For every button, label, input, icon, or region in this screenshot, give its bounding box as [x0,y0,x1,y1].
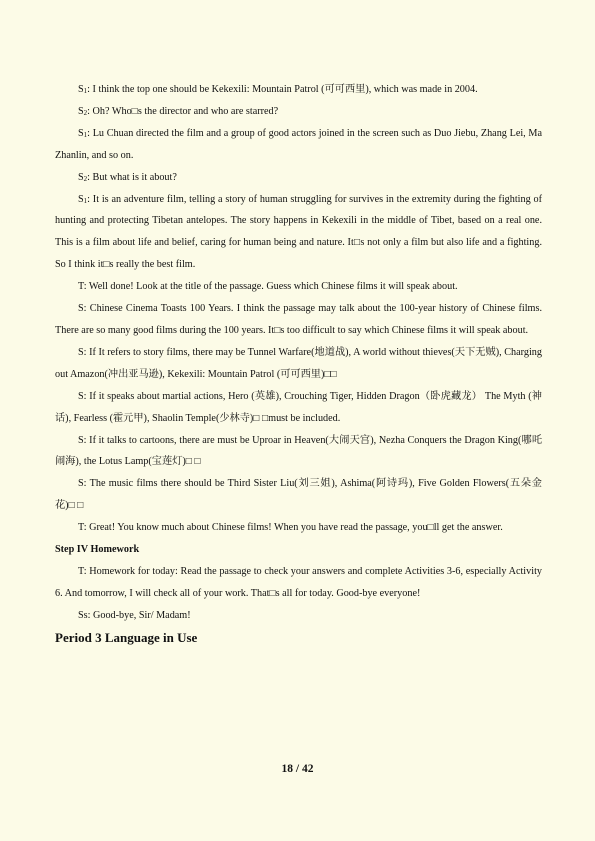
document-body [55,79,542,649]
paragraph-student-100-years: S: Chinese Cinema Toasts 100 Years. I think the passage may talk about the 100-year history of Chinese films. There are so many good films during the 100 years. It□s too difficult to say which Chinese films it will speak about. [55,303,542,336]
speaker-label: S [78,171,84,183]
paragraph-teacher-great: T: Great! You know much about Chinese films! When you have read the passage, you□ll get the answer. [78,522,503,534]
paragraph-student-music-films: S: The music films there should be Third Sister Liu(刘三姐), Ashima(阿诗玛), Five Golden Flowers(五朵金花)□ □ [55,478,542,512]
speaker-subscript: 1 [83,87,88,95]
paragraph-text: : It is an adventure film, telling a story of human struggling for survives in the extremity during the fighting of hunting and protecting Tibetan antelopes. The story happens in Kekexili in the middle of Tibet, based on a real one. This is a film about life and belief, caring for human being and nature. It□s not only a film but also life and a fighting. So I think it□s really the best film. [55,193,542,271]
paragraph-text: : I think the top one should be Kekexili: Mountain Patrol (可可西里), which was made in 2004. [87,84,478,95]
paragraph-student-martial-actions: S: If it speaks about martial actions, Hero (英雄), Crouching Tiger, Hidden Dragon（卧虎藏龙） The Myth (神话), Fearless (霍元甲), Shaolin Temple(少林寺)□ □must be included. [55,390,542,424]
paragraph-s1-top-film [55,79,542,101]
speaker-label: S [78,105,84,117]
paragraph-text: : Lu Chuan directed the film and a group of good actors joined in the screen such as Duo Jiebu, Zhang Lei, Ma Zhanlin, and so on. [55,127,542,161]
paragraph-s2-director [55,101,542,123]
speaker-subscript: 2 [83,174,88,183]
speaker-subscript: 1 [83,196,88,205]
paragraph-homework: T: Homework for today: Read the passage to check your answers and complete Activities 3-6, especially Activity 6. And tomorrow, I will check all of your work. That□s all for today. Good-bye everyone! [55,565,542,599]
speaker-subscript: 2 [83,108,88,117]
speaker-subscript: 1 [83,130,88,139]
speaker-label: S [78,84,84,95]
paragraph-text: : But what is it about? [87,171,177,183]
paragraph-text: : Oh? Who□s the director and who are starred? [87,105,279,117]
speaker-label: S [78,193,84,205]
paragraph-s1-lu-chuan [55,123,542,167]
paragraph-student-story-films: S: If It refers to story films, there may be Tunnel Warfare(地道战), A world without thieves(天下无贼), Charging out Amazon(冲出亚马逊), Kekexili: Mountain Patrol (可可西里)□□ [55,346,542,380]
paragraph-student-cartoons: S: If it talks to cartoons, there are must be Uproar in Heaven(大闹天宫), Nezha Conquers the Dragon King(哪吒闹海), the Lotus Lamp(宝莲灯)□ □ [55,434,542,468]
speaker-label: S [78,127,84,139]
paragraph-goodbye: Ss: Good-bye, Sir/ Madam! [78,609,191,621]
paragraph-teacher-title: T: Well done! Look at the title of the passage. Guess which Chinese films it will speak about. [78,281,458,293]
section-heading: Period 3 Language in Use [55,629,198,645]
paragraph-s1-adventure [55,189,542,277]
step-heading: Step IV Homework [55,544,140,556]
paragraph-s2-about [55,167,542,189]
page-number: 18 / 42 [281,763,314,775]
